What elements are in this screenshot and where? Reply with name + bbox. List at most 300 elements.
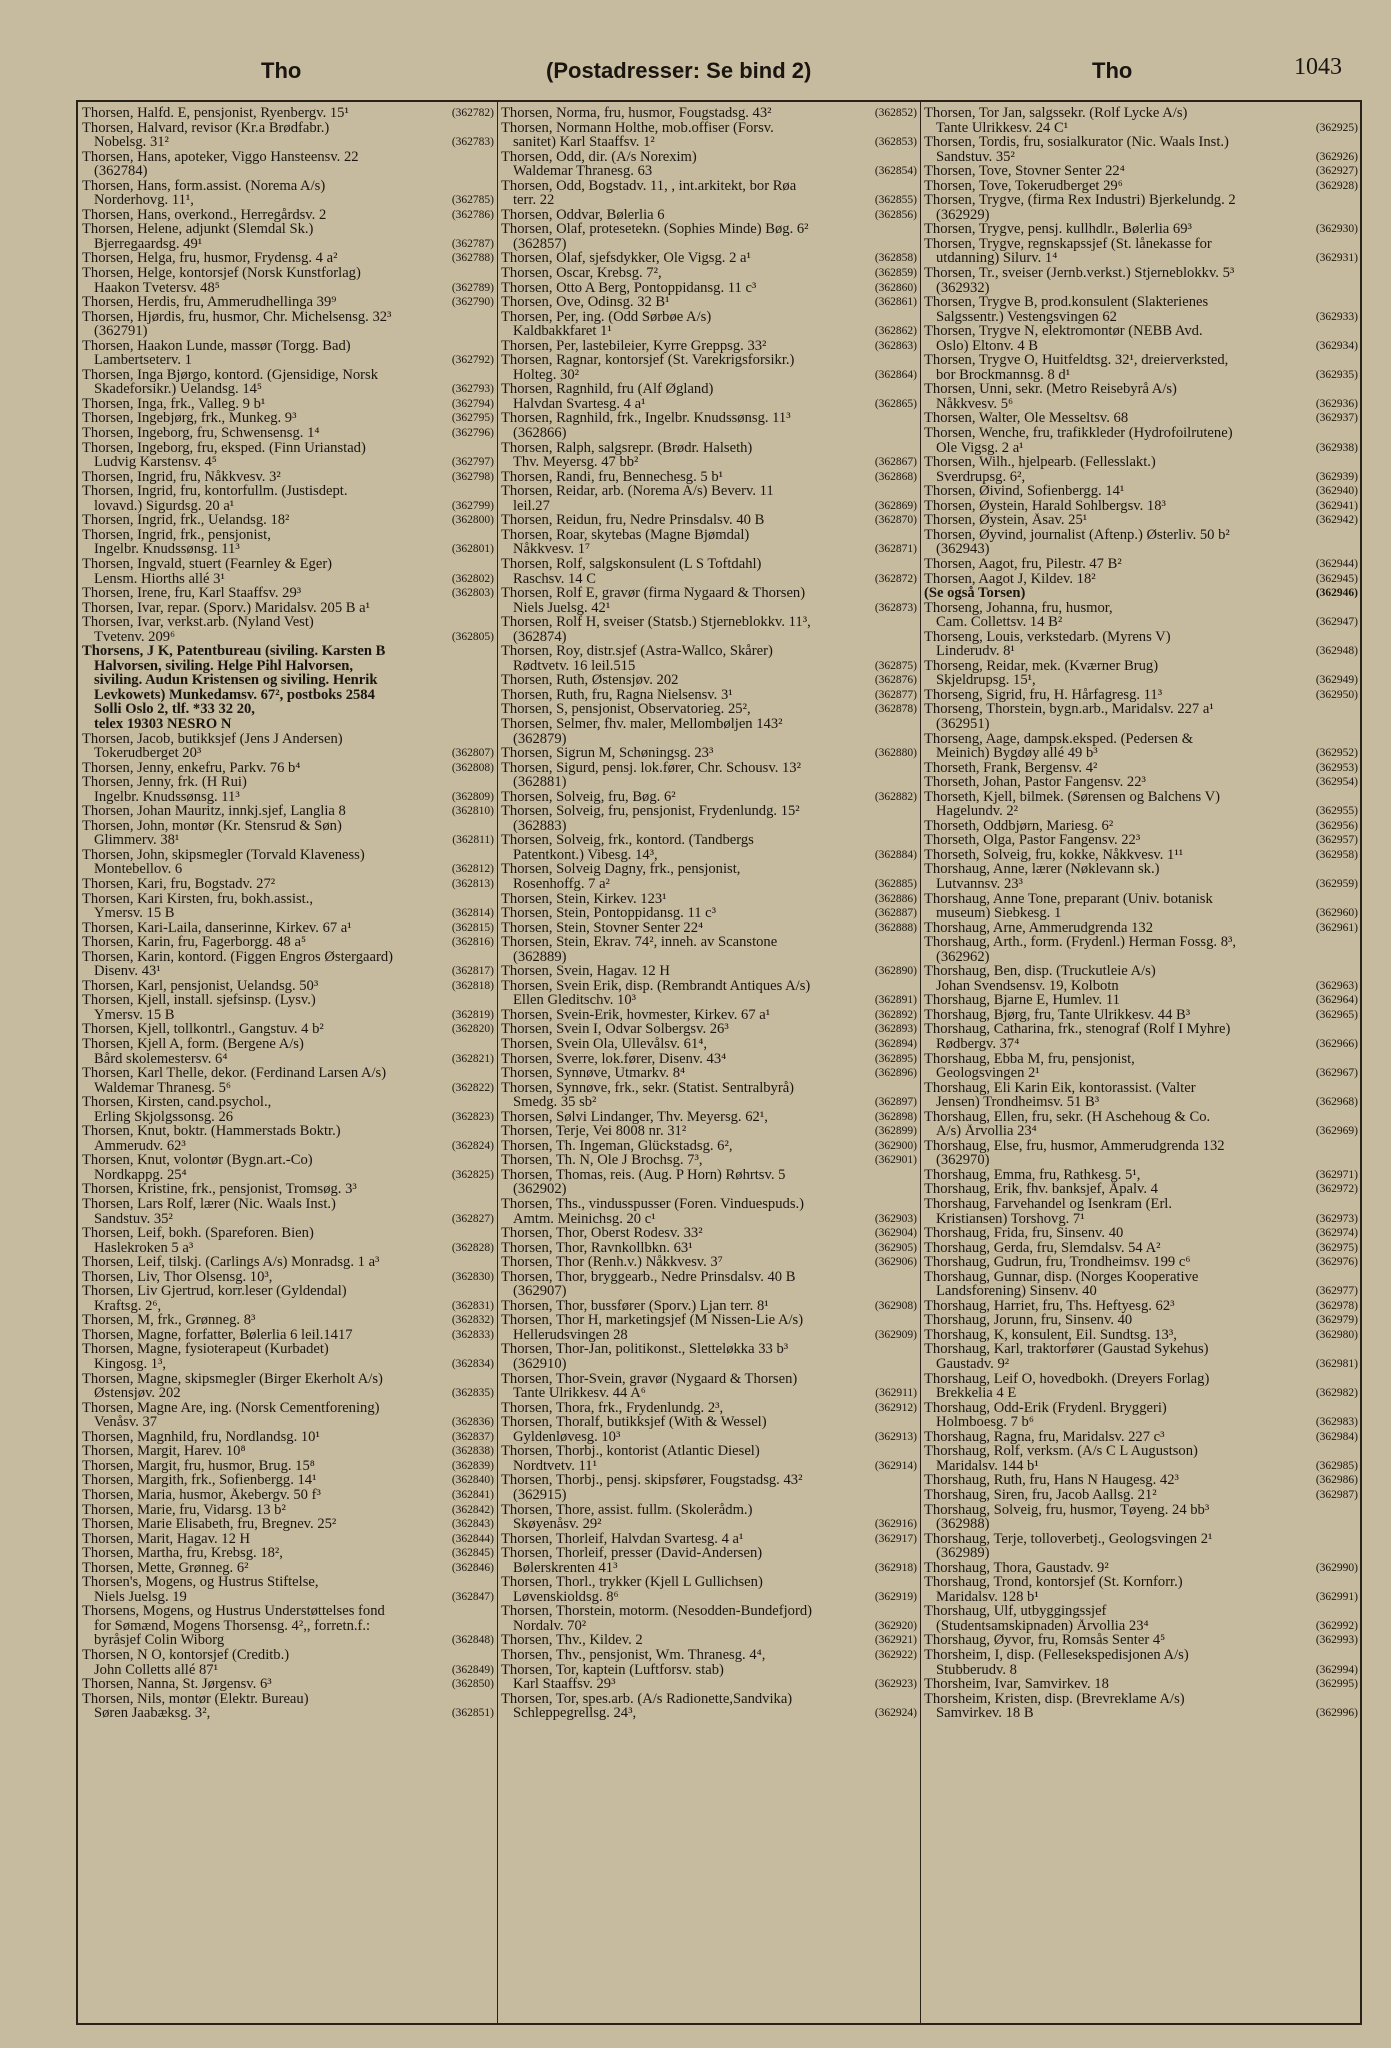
entry-name-line (501, 208, 917, 223)
entry-text: (Studentsamskipnaden) Årvollia 23⁴ (936, 1618, 1149, 1634)
entry-text: Thorsen, Knut, volontør (Bygn.art.-Co) (82, 1153, 313, 1168)
entry-text: Waldemar Thranesg. 63 (513, 164, 653, 179)
entry-name-line (924, 993, 1358, 1008)
entry-name-line (82, 411, 494, 426)
entry-text: Thorshaug, Emma, fru, Rathkesg. 5¹, (924, 1167, 1141, 1183)
entry-text: Thorseng, Louis, verkstedarb. (Myrens V) (924, 629, 1171, 645)
entry-text: Thorsen, Thor-Jan, politikonst., Sletteløkka 33 b³ (501, 1342, 789, 1358)
entry-continuation-line (501, 1212, 917, 1227)
entry-continuation-line (501, 877, 917, 892)
entry-text: Glimmerv. 38¹ (94, 833, 180, 848)
entry-text: Thorsen, Tr., sveiser (Jernb.verkst.) Stjerneblokkv. 5³ (924, 266, 1235, 281)
directory-entry (924, 1022, 1358, 1051)
directory-entry (82, 644, 494, 731)
entry-text: Thorshaug, Erik, fhv. banksjef, Åpalv. 4 (924, 1182, 1158, 1198)
entry-text: Sverdrupsg. 6², (936, 469, 1026, 485)
entry-text: Thorsen, Nanna, St. Jørgensv. 6³ (82, 1677, 272, 1692)
entry-text: Thorsen, S, pensjonist, Observatorieg. 25², (501, 702, 751, 717)
entry-continuation-line (82, 659, 494, 674)
directory-entry (501, 964, 917, 979)
telephone-number: (362795) (451, 412, 494, 425)
entry-text: Haslekroken 5 a³ (94, 1240, 194, 1256)
telephone-number: (362986) (1315, 1474, 1358, 1487)
entry-continuation-line (82, 862, 494, 877)
entry-text: Thorsen, Thor (Renh.v.) Nåkkvesv. 3⁷ (501, 1255, 723, 1270)
entry-text: Haakon Tvetersv. 48⁵ (94, 280, 220, 296)
entry-text: (362791) (94, 324, 148, 339)
directory-entry (924, 1633, 1358, 1648)
entry-name-line (82, 979, 494, 994)
entry-name-line (501, 150, 917, 165)
directory-entry (501, 411, 917, 440)
directory-entry (82, 1648, 494, 1677)
entry-name-line (924, 1488, 1358, 1503)
entry-continuation-line (924, 1590, 1358, 1605)
entry-continuation-line (924, 1663, 1358, 1678)
entry-text: Thorsen, Ingeborg, fru, Schwensensg. 1⁴ (82, 426, 320, 441)
telephone-number: (362867) (874, 456, 917, 469)
entry-text: Thorsen, Trygve, pensj. kullhdlr., Bølerlia 69³ (924, 222, 1192, 237)
entry-name-line (924, 1430, 1358, 1445)
directory-entry (501, 121, 917, 150)
entry-continuation-line (501, 237, 917, 252)
entry-text: Johan Svendsensv. 19, Kolbotn (936, 978, 1119, 994)
telephone-number: (362919) (874, 1590, 917, 1603)
entry-text: Thorsen, Thv., pensjonist, Wm. Thranesg. 4⁴, (501, 1647, 766, 1663)
entry-text: Thorsen, Øystein, Harald Sohlbergsv. 18³ (924, 498, 1166, 514)
telephone-number: (362963) (1315, 979, 1358, 992)
entry-name-line (924, 1182, 1358, 1197)
telephone-number: (362805) (451, 630, 494, 643)
telephone-number: (362834) (451, 1358, 494, 1371)
entry-text: Sandstuv. 35² (94, 1211, 173, 1227)
directory-entry (82, 819, 494, 848)
directory-entry (82, 775, 494, 804)
entry-text: Thorsen, Tor, spes.arb. (A/s Radionette,Sandvika) (501, 1691, 793, 1707)
telephone-number: (362927) (1315, 165, 1358, 178)
entry-text: Thorshaug, Catharina, frk., stenograf (Rolf I Myhre) (924, 1022, 1231, 1037)
telephone-number: (362960) (1315, 907, 1358, 920)
entry-continuation-line (82, 1357, 494, 1372)
directory-entry (82, 1430, 494, 1445)
entry-name-line (924, 790, 1358, 805)
entry-continuation-line (924, 397, 1358, 412)
entry-name-line (501, 790, 917, 805)
entry-continuation-line (501, 1430, 917, 1445)
entry-text: Thorsen, Kari Kirsten, fru, bokh.assist., (82, 891, 314, 907)
directory-entry (501, 1066, 917, 1081)
entry-name-line (924, 1532, 1358, 1547)
telephone-number: (362916) (874, 1518, 917, 1531)
entry-text: Gaustadv. 9² (936, 1357, 1010, 1372)
directory-entry (924, 426, 1358, 455)
entry-name-line (924, 484, 1358, 499)
directory-entry (82, 106, 494, 121)
entry-name-line (501, 1124, 917, 1139)
entry-continuation-line (924, 877, 1358, 892)
entry-continuation-line (82, 237, 494, 252)
entry-name-line (501, 1241, 917, 1256)
entry-name-line (82, 1255, 494, 1270)
entry-name-line (924, 1270, 1358, 1285)
entry-text: Thorsen, Odd, dir. (A/s Norexim) (501, 149, 697, 165)
entry-text: Thorshaug, Ebba M, fru, pensjonist, (924, 1051, 1135, 1067)
directory-entry (82, 848, 494, 877)
entry-continuation-line (924, 1095, 1358, 1110)
entry-name-line (82, 513, 494, 528)
entry-name-line (924, 1052, 1358, 1067)
telephone-number: (362837) (451, 1430, 494, 1443)
entry-continuation-line (924, 1212, 1358, 1227)
telephone-number: (362952) (1315, 747, 1358, 760)
entry-name-line (82, 1517, 494, 1532)
directory-entry (924, 179, 1358, 194)
telephone-number: (362891) (874, 994, 917, 1007)
entry-continuation-line (82, 135, 494, 150)
entry-text: Thorsen, Aagot, fru, Pilestr. 47 B² (924, 556, 1122, 572)
telephone-number: (362974) (1315, 1227, 1358, 1240)
entry-text: Thorsen, Ragnar, kontorsjef (St. Varekrigsforsikr.) (501, 353, 795, 368)
entry-text: Thorsen, Synnøve, frk., sekr. (Statist. Sentralbyrå) (501, 1080, 795, 1096)
entry-text: Amtm. Meinichsg. 20 c¹ (513, 1211, 656, 1227)
telephone-number: (362869) (874, 499, 917, 512)
entry-continuation-line (501, 1706, 917, 1721)
entry-name-line (501, 1575, 917, 1590)
entry-text: Thorsen, Kirsten, cand.psychol., (82, 1095, 272, 1110)
directory-entry (501, 673, 917, 688)
entry-text: Oslo) Eltonv. 4 B (936, 338, 1039, 354)
entry-name-line (501, 1415, 917, 1430)
entry-text: Patentkont.) Vibesg. 14³, (513, 847, 658, 863)
telephone-number: (362803) (451, 587, 494, 600)
entry-text: Thorsen, Marie, fru, Vidarsg. 13 b² (82, 1502, 286, 1518)
entry-text: Thorshaug, Gunnar, disp. (Norges Kooperative (924, 1269, 1199, 1285)
telephone-number: (362877) (874, 688, 917, 701)
directory-entry (82, 1604, 494, 1648)
telephone-number: (362862) (874, 325, 917, 338)
directory-entry (82, 1182, 494, 1197)
header-left-guideword: Tho (261, 58, 302, 83)
directory-entry (82, 1270, 494, 1285)
entry-name-line (924, 1561, 1358, 1576)
entry-text: Thorsen, Stein, Stovner Senter 22⁴ (501, 920, 704, 936)
entry-text: byråsjef Colin Wiborg (94, 1633, 225, 1648)
entry-text: Thorsen, Sigurd, pensj. lok.fører, Chr. Schousv. 13² (501, 760, 801, 776)
telephone-number: (362993) (1315, 1634, 1358, 1647)
telephone-number: (362961) (1315, 921, 1358, 934)
entry-text: Thorsen, Hjørdis, fru, husmor, Chr. Michelsensg. 32³ (82, 309, 392, 325)
directory-entry (82, 1328, 494, 1343)
telephone-number: (362873) (874, 601, 917, 614)
telephone-number: (362813) (451, 877, 494, 890)
entry-text: Venåsv. 37 (94, 1415, 158, 1430)
entry-continuation-line (924, 368, 1358, 383)
directory-column-3 (924, 106, 1358, 2019)
entry-text: Thorseth, Johan, Pastor Fangensv. 22³ (924, 775, 1146, 790)
entry-continuation-line (924, 906, 1358, 921)
entry-text: Thorsen, Oddvar, Bølerlia 6 (501, 207, 665, 223)
entry-continuation-line (501, 1284, 917, 1299)
entry-text: Gyldenløvesg. 10³ (513, 1429, 621, 1445)
telephone-number: (362950) (1315, 688, 1358, 701)
telephone-number: (362884) (874, 848, 917, 861)
entry-name-line (924, 528, 1358, 543)
directory-entry (924, 702, 1358, 731)
entry-name-line (501, 1692, 917, 1707)
entry-text: Thorsen, Liv, Thor Olsensg. 10³, (82, 1269, 273, 1285)
telephone-number: (362863) (874, 339, 917, 352)
entry-text: Thorsen, Normann Holthe, mob.offiser (Forsv. (501, 120, 774, 136)
entry-text: Thorsen, Olaf, protesetekn. (Sophies Minde) Bøg. 6² (501, 222, 809, 237)
entry-text: lovavd.) Sigurdsg. 20 a¹ (94, 498, 235, 514)
entry-name-line (501, 513, 917, 528)
directory-entry (924, 1270, 1358, 1299)
entry-continuation-line (82, 964, 494, 979)
telephone-number: (362965) (1315, 1008, 1358, 1021)
entry-name-line (924, 630, 1358, 645)
entry-name-line (924, 892, 1358, 907)
entry-text: Thorsen, Inga Bjørgo, kontord. (Gjensidige, Norsk (82, 367, 379, 383)
directory-entry (82, 804, 494, 819)
telephone-number: (362976) (1315, 1256, 1358, 1269)
entry-text: Thorsen, Leif, tilskj. (Carlings A/s) Monradsg. 1 a³ (82, 1255, 380, 1270)
entry-text: Disenv. 43¹ (94, 964, 161, 979)
directory-entry (924, 1313, 1358, 1328)
entry-text: Thorsen, Tove, Stovner Senter 22⁴ (924, 164, 1125, 179)
entry-continuation-line (501, 1182, 917, 1197)
entry-continuation-line (501, 542, 917, 557)
directory-entry (82, 1503, 494, 1518)
entry-text: Montebellov. 6 (94, 862, 183, 877)
directory-entry (82, 950, 494, 979)
entry-text: Thorsen, Helene, adjunkt (Slemdal Sk.) (82, 222, 314, 237)
entry-text: Thorsen, Ingrid, frk., Uelandsg. 18² (82, 513, 290, 528)
entry-continuation-line (924, 615, 1358, 630)
entry-text: Bjerregaardsg. 49¹ (94, 236, 203, 252)
entry-text: Thorsen, Trygve N, elektromontør (NEBB Avd. (924, 324, 1203, 339)
entry-text: Skøyenåsv. 29² (513, 1517, 602, 1532)
entry-name-line (501, 353, 917, 368)
telephone-number: (362918) (874, 1561, 917, 1574)
entry-continuation-line (82, 1590, 494, 1605)
entry-name-line (82, 601, 494, 616)
directory-entry (501, 1197, 917, 1226)
directory-entry (82, 935, 494, 950)
directory-entry (82, 339, 494, 368)
entry-name-line (501, 615, 917, 630)
entry-text: Thorsen, Randi, fru, Bennechesg. 5 b¹ (501, 469, 724, 485)
telephone-number: (362809) (451, 790, 494, 803)
entry-name-line (82, 950, 494, 965)
directory-entry (924, 382, 1358, 411)
entry-name-line (501, 1313, 917, 1328)
directory-entry (82, 1066, 494, 1095)
directory-entry (82, 121, 494, 150)
entry-text: Nobelsg. 31² (94, 135, 169, 150)
entry-name-line (924, 193, 1358, 208)
entry-name-line (82, 804, 494, 819)
entry-continuation-line (924, 1037, 1358, 1052)
entry-name-line (924, 601, 1358, 616)
entry-continuation-line (82, 1110, 494, 1125)
entry-text: Thorsen, Ralph, salgsrepr. (Brødr. Halseth) (501, 440, 753, 456)
entry-continuation-line (924, 310, 1358, 325)
directory-entry (924, 601, 1358, 630)
entry-text: John Colletts allé 87¹ (94, 1662, 218, 1678)
entry-text: Thorsen, Ingebjørg, frk., Munkeg. 9³ (82, 411, 297, 427)
entry-name-line (82, 179, 494, 194)
directory-entry (501, 746, 917, 761)
entry-continuation-line (924, 644, 1358, 659)
telephone-number: (362921) (874, 1634, 917, 1647)
entry-name-line (501, 702, 917, 717)
entry-text: Thorsen, Thv., Kildev. 2 (501, 1633, 643, 1648)
entry-text: Thorsen, Margit, fru, husmor, Brug. 15⁸ (82, 1458, 315, 1474)
directory-entry (82, 1517, 494, 1532)
entry-name-line (82, 1444, 494, 1459)
entry-text: Thorsen, Magnhild, fru, Nordlandsg. 10¹ (82, 1429, 320, 1445)
entry-continuation-line (924, 542, 1358, 557)
entry-text: Thorsheim, Kristen, disp. (Brevreklame A/s) (924, 1691, 1185, 1707)
directory-entry (82, 411, 494, 426)
entry-text: (362883) (513, 818, 567, 834)
entry-continuation-line (501, 1386, 917, 1401)
entry-name-line (82, 1503, 494, 1518)
entry-continuation-line (82, 673, 494, 688)
telephone-number: (362975) (1315, 1241, 1358, 1254)
telephone-number: (362814) (451, 907, 494, 920)
directory-entry (501, 222, 917, 251)
entry-name-line (924, 222, 1358, 237)
directory-entry (924, 790, 1358, 819)
directory-entry (82, 1692, 494, 1721)
directory-entry (501, 892, 917, 907)
entry-text: Thorsen, Halvard, revisor (Kr.a Brødfabr.) (82, 120, 330, 136)
directory-entry (501, 1255, 917, 1270)
entry-text: Thorshaug, Ruth, fru, Hans N Haugesg. 42³ (924, 1473, 1179, 1488)
entry-name-line (501, 1081, 917, 1096)
directory-entry (82, 1575, 494, 1604)
directory-entry (924, 775, 1358, 790)
directory-entry (924, 1648, 1358, 1677)
entry-text: Thorsen, Ove, Odinsg. 32 B¹ (501, 295, 670, 310)
entry-text: Thorshaug, Odd-Erik (Frydenl. Bryggeri) (924, 1400, 1167, 1416)
telephone-number: (362830) (451, 1270, 494, 1283)
directory-entry (501, 310, 917, 339)
entry-name-line (82, 1095, 494, 1110)
entry-name-line (82, 644, 494, 659)
telephone-number: (362977) (1315, 1285, 1358, 1298)
telephone-number: (362838) (451, 1445, 494, 1458)
entry-continuation-line (82, 382, 494, 397)
entry-continuation-line (924, 1415, 1358, 1430)
entry-continuation-line (924, 746, 1358, 761)
directory-entry (924, 732, 1358, 761)
entry-name-line (501, 1342, 917, 1357)
entry-name-line (501, 1022, 917, 1037)
entry-name-line (82, 1284, 494, 1299)
directory-entry (501, 470, 917, 485)
telephone-number: (362920) (874, 1619, 917, 1632)
entry-name-line (924, 688, 1358, 703)
entry-continuation-line (82, 1168, 494, 1183)
telephone-number: (362942) (1315, 514, 1358, 527)
entry-continuation-line (82, 1415, 494, 1430)
entry-text: Thorsen, Kristine, frk., pensjonist, Tromsøg. 3³ (82, 1182, 357, 1198)
directory-entry (501, 1546, 917, 1575)
telephone-number: (362870) (874, 514, 917, 527)
entry-text: Thorsen, Stein, Ekrav. 74², inneh. av Scanstone (501, 935, 778, 950)
entry-text: Thorsen, Mette, Grønneg. 6² (82, 1560, 249, 1576)
telephone-number: (362985) (1315, 1459, 1358, 1472)
entry-name-line (924, 1197, 1358, 1212)
telephone-number: (362890) (874, 965, 917, 978)
telephone-number: (362860) (874, 281, 917, 294)
entry-continuation-line (501, 1328, 917, 1343)
directory-entry (501, 1299, 917, 1314)
entry-name-line (924, 1241, 1358, 1256)
entry-text: Thorsen, Thorl., trykker (Kjell L Gullichsen) (501, 1575, 763, 1590)
entry-text: Thorshaug, Siren, fru, Jacob Aallsg. 21² (924, 1487, 1157, 1503)
telephone-number: (362899) (874, 1125, 917, 1138)
entry-name-line (82, 819, 494, 834)
entry-text: Thorshaug, Frida, fru, Sinsenv. 40 (924, 1226, 1124, 1241)
entry-text: Rosenhoffg. 7 a² (513, 876, 610, 892)
entry-name-line (501, 921, 917, 936)
entry-text: Thorsen, Øyvind, journalist (Aftenp.) Østerliv. 50 b² (924, 527, 1230, 543)
directory-entry (924, 1430, 1358, 1445)
directory-entry (924, 1677, 1358, 1692)
directory-entry (501, 615, 917, 644)
telephone-number: (362792) (451, 354, 494, 367)
entry-text: Norderhovg. 11¹, (94, 193, 194, 208)
telephone-number: (362930) (1315, 223, 1358, 236)
directory-entry (924, 1226, 1358, 1241)
telephone-number: (362931) (1315, 252, 1358, 265)
entry-text: Salgssentr.) Vestengsvingen 62 (936, 309, 1117, 325)
entry-text: Thorshaug, Ben, disp. (Truckutleie A/s) (924, 964, 1156, 979)
directory-entry (501, 382, 917, 411)
entry-text: Thorshaug, Ellen, fru, sekr. (H Aschehoug & Co. (924, 1109, 1211, 1125)
directory-entry (924, 1139, 1358, 1168)
directory-entry (82, 513, 494, 528)
entry-name-line (501, 1153, 917, 1168)
entry-name-line (82, 295, 494, 310)
entry-continuation-line (82, 746, 494, 761)
directory-entry (82, 251, 494, 266)
entry-name-line (82, 557, 494, 572)
entry-continuation-line (501, 1095, 917, 1110)
entry-text: Thorsen, Svein I, Odvar Solbergsv. 26³ (501, 1022, 729, 1037)
telephone-number: (362945) (1315, 572, 1358, 585)
telephone-number: (362906) (874, 1256, 917, 1269)
entry-continuation-line (924, 979, 1358, 994)
telephone-number: (362968) (1315, 1096, 1358, 1109)
entry-continuation-line (82, 281, 494, 296)
column-divider (920, 102, 921, 2023)
telephone-number: (362893) (874, 1023, 917, 1036)
entry-name-line (82, 732, 494, 747)
entry-continuation-line (82, 1008, 494, 1023)
entry-name-line (501, 964, 917, 979)
entry-name-line (82, 921, 494, 936)
telephone-number: (362865) (874, 397, 917, 410)
entry-text: Lutvannsv. 23³ (936, 876, 1023, 892)
telephone-number: (362892) (874, 1008, 917, 1021)
telephone-number: (362990) (1315, 1561, 1358, 1574)
entry-continuation-line (501, 1488, 917, 1503)
directory-column-2 (501, 106, 917, 2019)
